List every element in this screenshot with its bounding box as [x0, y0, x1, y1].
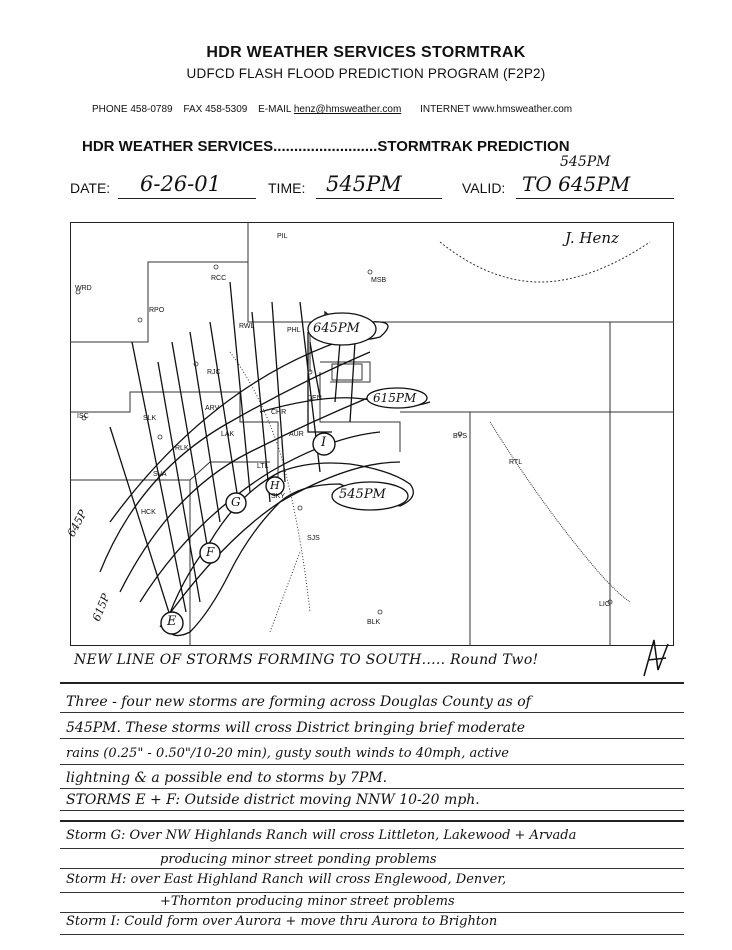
banner-left: HDR WEATHER SERVICES — [82, 138, 274, 155]
time-label-645pm: 645PM — [313, 321, 360, 336]
banner-right: STORMTRAK PREDICTION — [377, 138, 570, 155]
note-line — [60, 892, 684, 893]
time-value: 545PM — [326, 172, 402, 196]
place-label: ISC — [77, 413, 89, 420]
email-label: E-MAIL — [258, 104, 292, 115]
internet-text[interactable]: INTERNET www.hmsweather.com — [420, 104, 573, 115]
place-label: LAK — [221, 431, 235, 438]
program-subtitle: UDFCD FLASH FLOOD PREDICTION PROGRAM (F2P2) — [186, 66, 546, 81]
place-label: RCC — [211, 275, 227, 282]
storm-track-line — [172, 342, 210, 562]
note-line — [60, 848, 684, 849]
county-line — [70, 222, 248, 342]
time-label-615p-side: 615P — [89, 591, 113, 624]
time-label-615pm: 615PM — [373, 391, 417, 405]
note-line — [60, 712, 684, 713]
place-label: BYS — [453, 433, 468, 440]
storm-letter-e: E — [167, 614, 177, 629]
note-text-5: STORMS E + F: Outside district moving NNW 10-20 mph. — [66, 792, 480, 808]
place-label: RLK — [175, 445, 189, 452]
storm-letter-i: I — [321, 435, 327, 450]
date-value: 6-26-01 — [140, 172, 221, 196]
note-line — [60, 764, 684, 765]
time-label-645p-side: 645P — [64, 507, 90, 540]
county-line — [248, 262, 310, 372]
time-field-line — [316, 198, 442, 199]
time-label: TIME: — [268, 180, 306, 196]
river-line — [490, 422, 630, 602]
contact-line — [92, 104, 572, 115]
storm-g-note: Storm G: Over NW Highlands Ranch will cross Littleton, Lakewood + Arvada — [66, 828, 577, 843]
place-label: RWL — [239, 323, 255, 330]
note-text-2: 545PM. These storms will cross District bringing brief moderate — [66, 720, 525, 736]
place-label: DEN — [307, 395, 322, 402]
place-label: SKY — [271, 493, 286, 500]
storm-map — [64, 222, 674, 646]
storm-h-note-cont: +Thornton producing minor street problems — [160, 894, 455, 909]
banner-dots: ......................... — [273, 138, 378, 155]
county-line — [70, 462, 270, 480]
note-line — [60, 788, 684, 789]
place-label: SLK — [143, 415, 157, 422]
place-marker — [158, 435, 162, 439]
note-line — [60, 912, 684, 913]
signature-mark — [640, 636, 672, 680]
storm-i-note: Storm I: Could form over Aurora + move thru Aurora to Brighton — [66, 914, 498, 929]
place-marker — [138, 318, 142, 322]
notes-mid-rule — [60, 820, 684, 822]
place-label: LTL — [257, 463, 269, 470]
storm-h-note: Storm H: over East Highland Ranch will cross Englewood, Denver, — [66, 872, 507, 887]
river-line — [270, 552, 300, 632]
place-label: RPO — [149, 307, 165, 314]
notes-top-rule — [60, 682, 684, 684]
valid-label: VALID: — [462, 180, 506, 196]
place-label: LIC — [599, 601, 610, 608]
place-label: SVA — [153, 471, 167, 478]
place-label: PHL — [287, 327, 301, 334]
storm-letter-g: G — [231, 495, 241, 509]
place-label: BLK — [367, 619, 381, 626]
storm-letter-h: H — [270, 479, 280, 492]
valid-above-value: 545PM — [560, 154, 611, 170]
note-text-3: rains (0.25" - 0.50"/10-20 min), gusty south winds to 40mph, active — [66, 746, 509, 761]
place-marker — [368, 270, 372, 274]
note-line — [60, 738, 684, 739]
place-label: HCK — [141, 509, 156, 516]
place-label: ARV — [205, 405, 220, 412]
note-text-4: lightning & a possible end to storms by 7PM. — [66, 770, 388, 786]
place-marker — [378, 610, 382, 614]
place-label: CHR — [271, 409, 287, 416]
email-link[interactable]: henz@hmsweather.com — [293, 104, 402, 115]
map-caption: NEW LINE OF STORMS FORMING TO SOUTH..... Round Two! — [74, 652, 539, 668]
fax-text: FAX 458-5309 — [183, 104, 248, 115]
note-line — [60, 810, 684, 811]
time-label-545pm: 545PM — [339, 487, 386, 502]
date-label: DATE: — [70, 180, 111, 196]
place-label: RTL — [509, 459, 523, 466]
prediction-banner — [82, 138, 570, 155]
place-label: SJS — [307, 535, 320, 542]
map-drawing — [70, 222, 674, 646]
place-label: AUR — [289, 431, 304, 438]
forecaster-name: J. Henz — [565, 229, 619, 247]
river-line — [440, 242, 650, 282]
note-line — [60, 868, 684, 869]
place-label: RJC — [207, 369, 221, 376]
date-field-line — [118, 198, 256, 199]
place-label: MSB — [371, 277, 387, 284]
page-title: HDR WEATHER SERVICES STORMTRAK — [206, 44, 526, 61]
storm-letter-f: F — [206, 545, 215, 559]
place-label: PIL — [277, 233, 288, 240]
note-line — [60, 934, 684, 935]
place-marker — [214, 265, 218, 269]
storm-g-note-cont: producing minor street ponding problems — [160, 852, 437, 867]
valid-value: TO 645PM — [522, 172, 631, 196]
note-text-1: Three - four new storms are forming across Douglas County as of — [66, 694, 531, 710]
storm-track-line — [335, 342, 340, 402]
phone-text: PHONE 458-0789 — [92, 104, 173, 115]
place-marker — [298, 506, 302, 510]
valid-field-line — [516, 198, 674, 199]
place-label: WRD — [75, 285, 92, 292]
